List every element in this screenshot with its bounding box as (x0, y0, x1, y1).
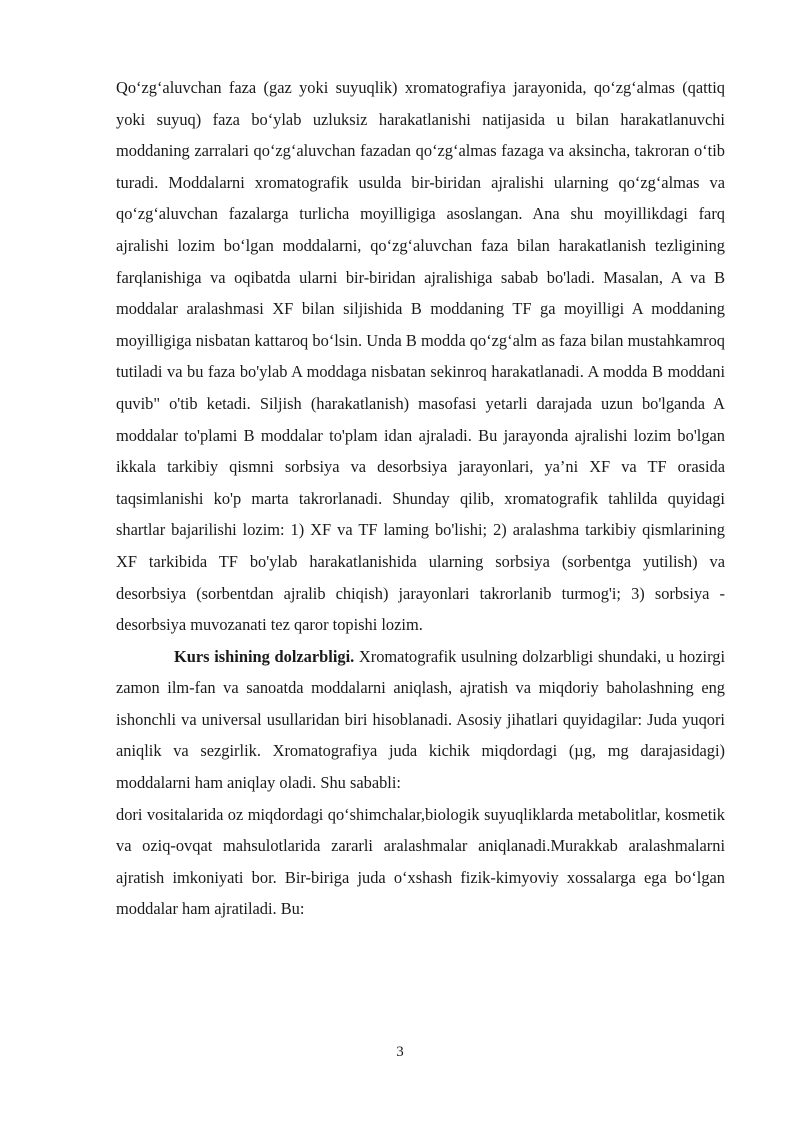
paragraph-relevance (116, 641, 725, 799)
section-heading-relevance: Kurs ishining dolzarbligi. (174, 646, 355, 666)
paragraph-text: Qo‘zg‘aluvchan faza (gaz yoki suyuqlik) xromatografiya jarayonida, qo‘zg‘almas (qattiq yoki suyuq) faza bo‘ylab uzluksiz harakatlanishi natijasida u bilan harakatlanuvchi moddaning zarralari qo‘zg‘aluvchan fazadan qo‘zg‘almas fazaga va aksincha, takroran o‘tib turadi. Moddalarni xromatografik usulda bir-biridan ajralishi ularning qo‘zg‘almas va qo‘zg‘aluvchan fazalarga turlicha moyilligiga asoslangan. Ana shu moyillikdagi farq ajralishi lozim bo‘lgan moddalarni, qo‘zg‘aluvchan faza bilan harakatlanish tezligining farqlanishiga va oqibatda ularni bir-biridan ajralishiga sabab bo'ladi. Masalan, A va B moddalar aralashmasi XF bilan siljishida B moddaning TF ga moyilligi A moddaning moyilligiga nisbatan kattaroq bo‘lsin. Unda B modda qo‘zg‘alm as faza bilan mustahkamroq tutiladi va bu faza bo'ylab A moddaga nisbatan sekinroq harakatlanadi. A modda B moddani quvib" o'tib ketadi. Siljish (harakatlanish) masofasi yetarli darajada uzun bo'lganda A moddalar to'plami B moddalar to'plam idan ajraladi. Bu jarayonda ajralishi lozim bo'lgan ikkala tarkibiy qismni sorbsiya va desorbsiya jarayonlari, ya’ni XF va TF orasida taqsimlanishi ko'p marta takrorlanadi. Shunday qilib, xromatografik tahlilda quyidagi shartlar bajarilishi lozim: 1) XF va TF laming bo'lishi; 2) aralashma tarkibiy qismlarining XF tarkibida TF bo'ylab harakatlanishida ularning sorbsiya (sorbentga yutilish) va desorbsiya (sorbentdan ajralib chiqish) jarayonlari takrorlanib turmog'i; 3) sorbsiya - desorbsiya muvozanati tez qaror topishi lozim. (116, 78, 725, 635)
paragraph-chromatography-process (116, 72, 725, 641)
paragraph-text: dori vositalarida oz miqdordagi qo‘shimchalar,biologik suyuqliklarda metabolitlar, kosmetik va oziq-ovqat mahsulotlarida zararli aralashmalar aniqlanadi.Murakkab aralashmalarni ajratish imkoniyati bor. Bir-biriga juda o‘xshash fizik-kimyoviy xossalarga ega bo‘lgan moddalar ham ajratiladi. Bu: (116, 804, 725, 919)
page-body (116, 72, 725, 925)
paragraph-text: Xromatografik usulning dolzarbligi shundaki, u hozirgi zamon ilm-fan va sanoatda moddalarni aniqlash, ajratish va miqdoriy baholashning eng ishonchli va universal usullaridan biri hisoblanadi. Asosiy jihatlari quyidagilar: Juda yuqori aniqlik va sezgirlik. Xromatografiya juda kichik miqdordagi (µg, mg darajasidagi) moddalarni ham aniqlay oladi. Shu sababli: (116, 646, 725, 793)
paragraph-applications (116, 799, 725, 925)
page-number: 3 (396, 1044, 404, 1060)
